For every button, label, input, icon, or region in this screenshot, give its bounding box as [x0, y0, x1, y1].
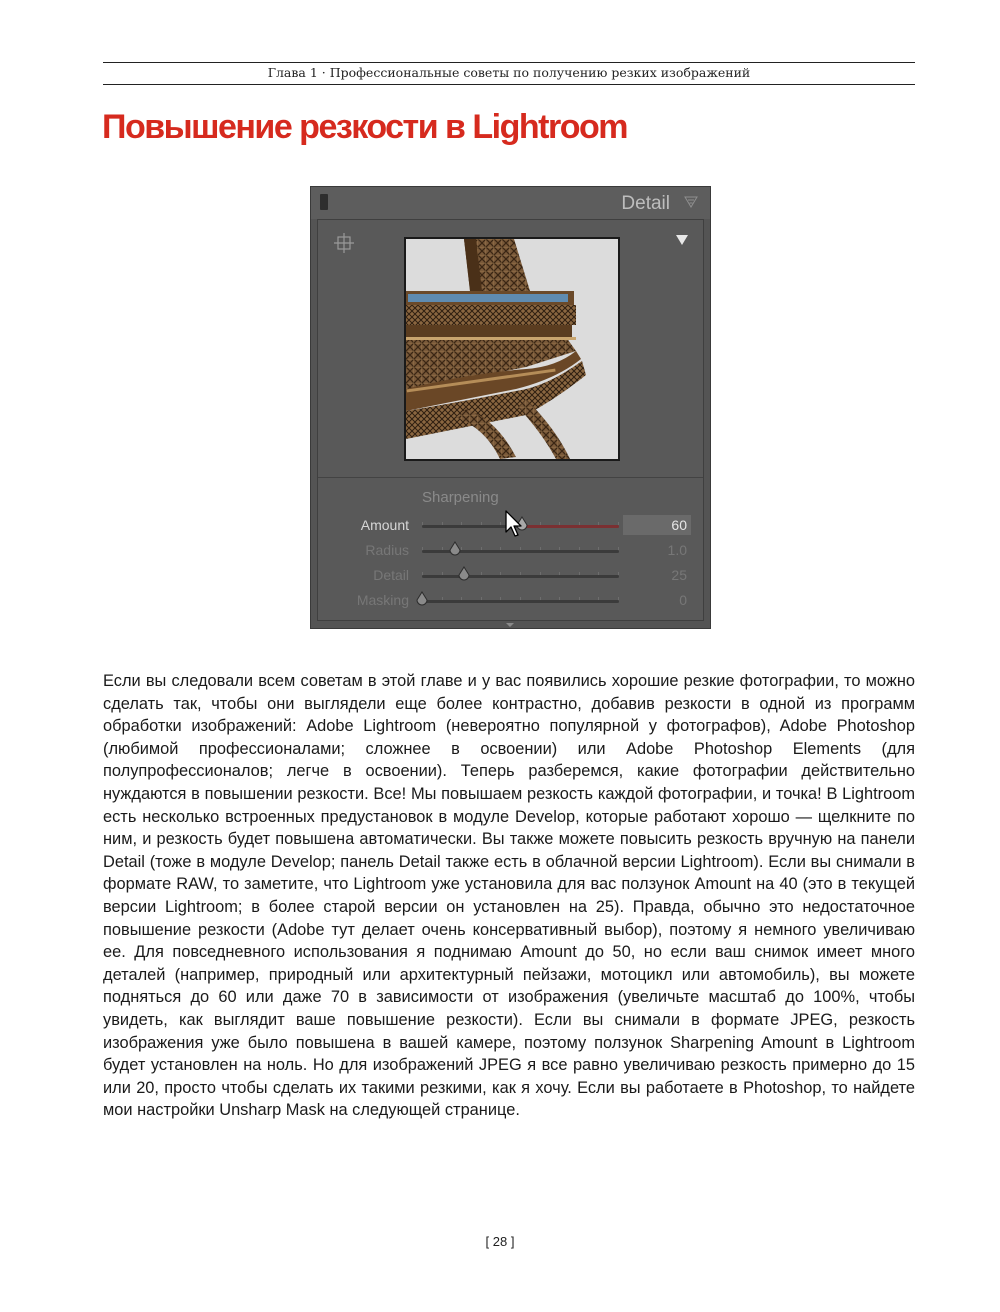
slider-tick: [598, 572, 599, 575]
panel-divider: [318, 477, 703, 478]
masking-value-field[interactable]: [623, 590, 691, 610]
slider-tick: [618, 522, 619, 525]
panel-expand-arrow-icon[interactable]: [505, 622, 515, 628]
page-number: [ 28 ]: [485, 1234, 515, 1249]
radius-slider-thumb[interactable]: [448, 541, 462, 559]
panel-menu-triangle-icon[interactable]: [684, 195, 698, 209]
collapse-triangle-icon[interactable]: [675, 234, 689, 246]
slider-tick: [422, 522, 423, 525]
slider-tick: [540, 597, 541, 600]
radius-value: 1.0: [667, 542, 687, 558]
slider-tick: [618, 572, 619, 575]
slider-tick: [500, 597, 501, 600]
detail-value: 25: [671, 567, 687, 583]
masking-slider-track[interactable]: [422, 600, 619, 603]
slider-tick: [461, 522, 462, 525]
slider-tick: [540, 522, 541, 525]
masking-slider-thumb[interactable]: [415, 591, 429, 609]
panel-title: Detail: [621, 193, 670, 214]
slider-tick: [598, 522, 599, 525]
slider-tick: [618, 547, 619, 550]
radius-label: Radius: [365, 542, 409, 558]
slider-tick: [559, 522, 560, 525]
panel-toggle-switch[interactable]: [320, 194, 328, 210]
detail-preview-image[interactable]: [404, 237, 620, 461]
panel-header[interactable]: [311, 187, 710, 219]
slider-tick: [520, 547, 521, 550]
slider-tick: [579, 522, 580, 525]
amount-value: 60: [671, 517, 687, 533]
slider-tick: [540, 547, 541, 550]
slider-tick: [461, 597, 462, 600]
detail-value-field[interactable]: [623, 565, 691, 585]
slider-tick: [422, 547, 423, 550]
slider-tick: [598, 597, 599, 600]
sharpening-section-label: Sharpening: [422, 489, 499, 506]
slider-tick: [481, 547, 482, 550]
slider-tick: [540, 572, 541, 575]
slider-tick: [422, 572, 423, 575]
slider-tick: [500, 522, 501, 525]
slider-tick: [520, 597, 521, 600]
masking-slider-row[interactable]: [318, 590, 703, 612]
header-rule-bottom: [103, 84, 915, 85]
slider-tick: [618, 597, 619, 600]
target-adjust-icon[interactable]: [333, 232, 355, 254]
amount-track-accent: [521, 525, 620, 528]
slider-tick: [442, 522, 443, 525]
body-paragraph: Если вы следовали всем советам в этой главе и у вас появились хорошие резкие фотографии, то можно сделать так, чтобы они выглядели еще более контрастно, добавив резкости в одной из программ обработки изображений: Adobe Lightroom (невероятно популярной у фотографов), Adobe Photoshop (любимой профессионалами; сложнее в освоении) или Adobe Photoshop Elements (для полупрофессионалов; легче в освоении). Теперь разберемся, какие фотографии действительно нуждаются в повышении резкости. Все! Мы повышаем резкость каждой фотографии, и точка! В Lightroom есть несколько встроенных предустановок в модуле Develop, которые работают хорошо — щелкните по ним, и резкость будет повышена автоматически. Вы также можете повысить резкость вручную на панели Detail (тоже в модуле Develop; панель Detail также есть в облачной версии Lightroom). Если вы снимали в формате RAW, то заметите, что Lightroom уже установила для вас ползунок Amount на 40 (это в текущей версии Lightroom; в более старой версии он установлен на 25). Правда, обычно это недостаточное повышение резкости (Adobe тут делает очень консервативный выбор), поэтому я немного увеличиваю ее. Для повседневного использования я поднимаю Amount до 50, но если ваш снимок имеет много деталей (например, природный или архитектурный пейзажи, мотоцикл или автомобиль), вы можете подняться до 60 или даже 70 в зависимости от изображения (увеличьте масштаб до 100%, чтобы увидеть, как выглядит ваше повышение резкости). Если вы снимали в формате JPEG, резкость изображения уже было повышена в вашей камере, поэтому ползунок Sharpening Amount в Lightroom будет установлен на ноль. Но для изображений JPEG я все равно увеличиваю резкость примерно до 15 или 20, просто чтобы сделать их такими резкими, как я хочу. Если вы работаете в Photoshop, то найдете мои настройки Unsharp Mask на следующей странице.: [103, 672, 915, 1120]
lightroom-detail-panel: [310, 186, 711, 629]
slider-tick: [500, 572, 501, 575]
slider-tick: [579, 572, 580, 575]
slider-tick: [442, 572, 443, 575]
mouse-pointer-icon: [505, 510, 523, 538]
slider-tick: [481, 522, 482, 525]
slider-tick: [481, 597, 482, 600]
slider-tick: [559, 572, 560, 575]
masking-label: Masking: [356, 592, 409, 608]
radius-value-field[interactable]: [623, 540, 691, 560]
slider-tick: [598, 547, 599, 550]
amount-value-field[interactable]: [623, 515, 691, 535]
slider-tick: [579, 547, 580, 550]
detail-slider-thumb[interactable]: [457, 566, 471, 584]
slider-tick: [442, 597, 443, 600]
slider-tick: [559, 547, 560, 550]
page-title: Повышение резкости в Lightroom: [102, 108, 627, 146]
running-head: Глава 1 · Профессиональные советы по получению резких изображений: [267, 65, 751, 80]
slider-tick: [559, 597, 560, 600]
slider-tick: [500, 547, 501, 550]
masking-value: 0: [679, 592, 687, 608]
slider-tick: [520, 572, 521, 575]
detail-slider-track[interactable]: [422, 575, 619, 578]
slider-tick: [481, 572, 482, 575]
panel-body: [317, 219, 704, 621]
radius-slider-row[interactable]: [318, 540, 703, 562]
slider-tick: [579, 597, 580, 600]
eiffel-tower-photo: [406, 239, 618, 459]
amount-label: Amount: [360, 517, 409, 533]
detail-slider-row[interactable]: [318, 565, 703, 587]
slider-tick: [442, 547, 443, 550]
detail-label: Detail: [373, 567, 409, 583]
